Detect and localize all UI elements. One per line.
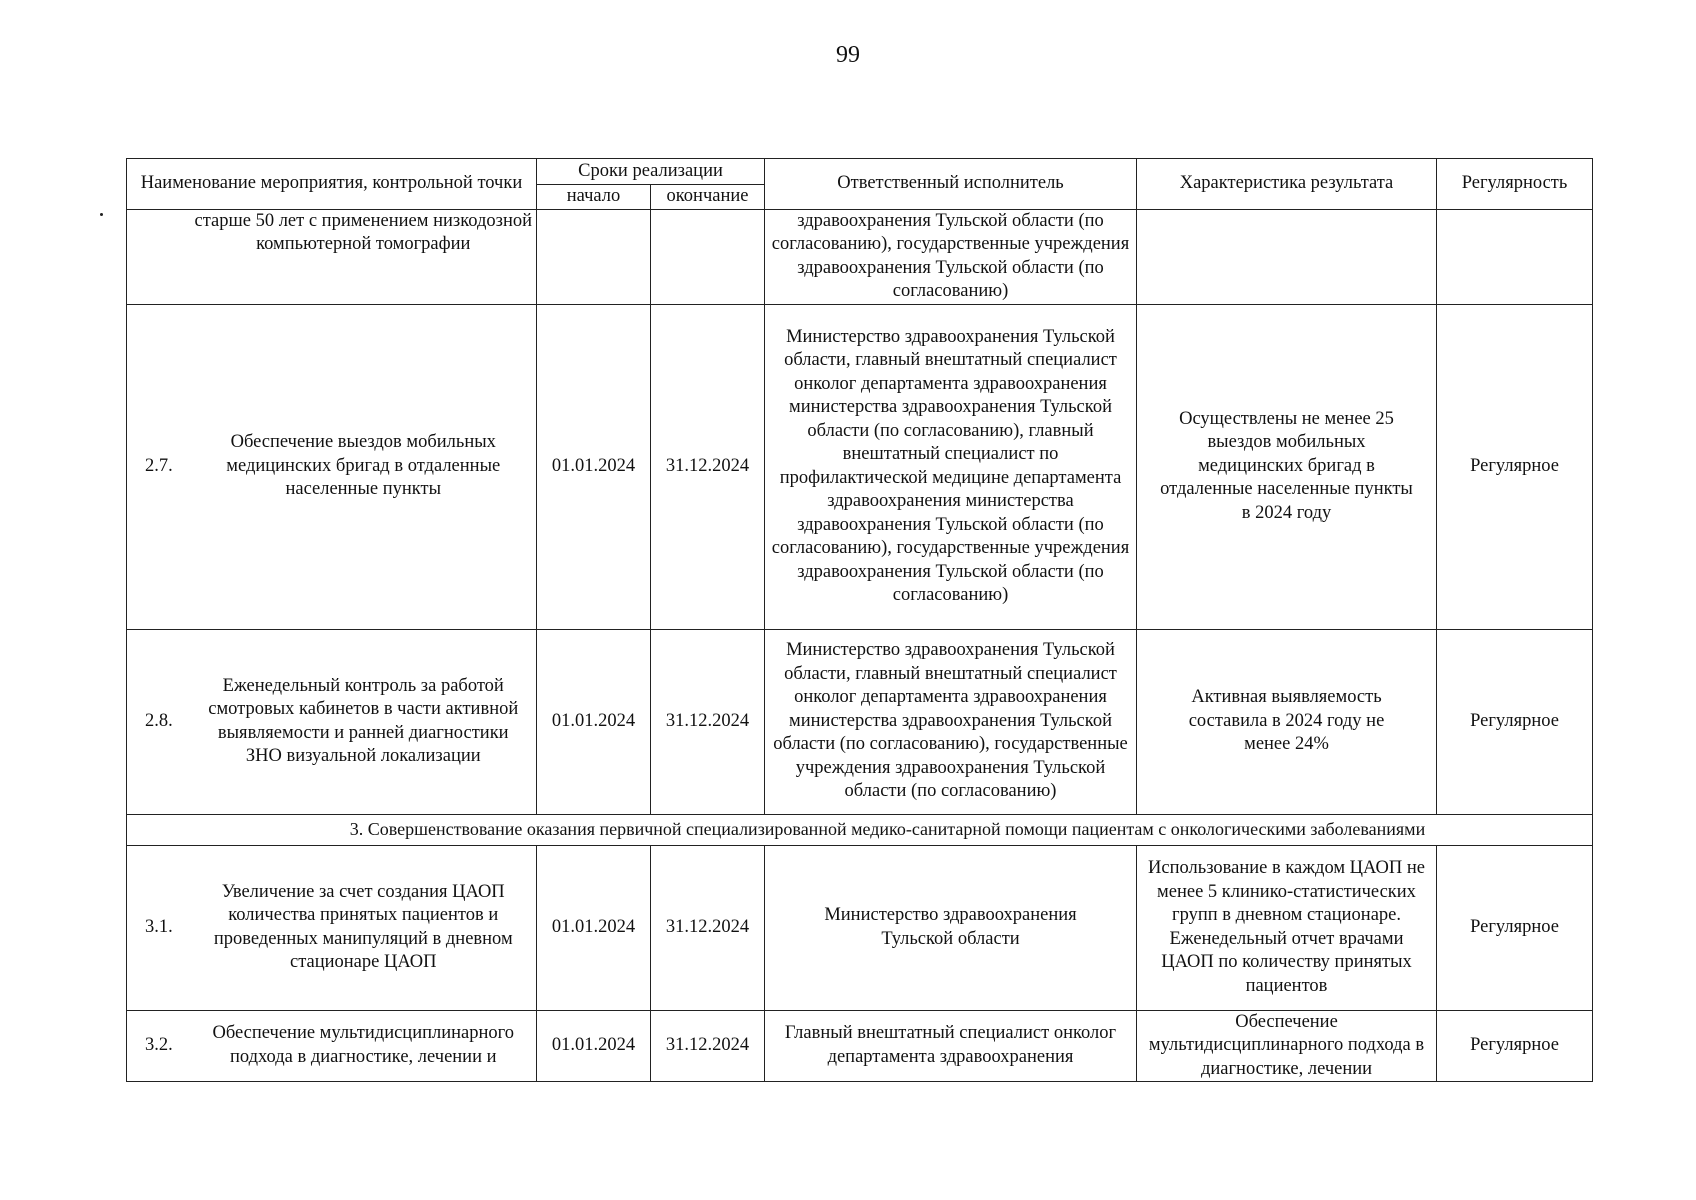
section-row	[127, 814, 1593, 845]
row-number	[127, 209, 191, 304]
row-end: 31.12.2024	[651, 304, 765, 629]
row-executor: Министерство здравоохранения Тульской области, главный внештатный специалист онколог департамента здравоохранения министерства здравоохранения Тульской области (по согласованию), государственные учреждения здравоохранения Тульской области (по согласованию)	[765, 629, 1137, 814]
row-result: Использование в каждом ЦАОП не менее 5 клинико-статистических групп в дневном стационаре. Еженедельный отчет врачами ЦАОП по количеству принятых пациентов	[1137, 845, 1437, 1010]
row-result	[1137, 209, 1437, 304]
row-regularity: Регулярное	[1437, 1010, 1593, 1082]
table-row	[127, 304, 1593, 629]
row-name: Обеспечение выездов мобильных медицинских бригад в отдаленные населенные пункты	[191, 304, 537, 629]
row-name: Еженедельный контроль за работой смотровых кабинетов в части активной выявляемости и ранней диагностики ЗНО визуальной локализации	[191, 629, 537, 814]
table-row	[127, 845, 1593, 1010]
row-name: Обеспечение мультидисциплинарного подхода в диагностике, лечении и	[191, 1010, 537, 1082]
page-number: 99	[836, 42, 860, 68]
row-start: 01.01.2024	[537, 845, 651, 1010]
row-result: Активная выявляемость составила в 2024 году не менее 24%	[1137, 629, 1437, 814]
header-period: Сроки реализации	[537, 159, 765, 185]
row-start: 01.01.2024	[537, 629, 651, 814]
row-start	[537, 209, 651, 304]
table-row	[127, 629, 1593, 814]
header-result: Характеристика результата	[1137, 159, 1437, 210]
row-executor: Министерство здравоохранения Тульской области	[765, 845, 1137, 1010]
row-start: 01.01.2024	[537, 1010, 651, 1082]
row-executor: Министерство здравоохранения Тульской области, главный внештатный специалист онколог департамента здравоохранения министерства здравоохранения Тульской области (по согласованию), главный внештатный специалист по профилактической медицине департамента здравоохранения министерства здравоохранения Тульской области (по согласованию), государственные учреждения здравоохранения Тульской области (по согласованию)	[765, 304, 1137, 629]
row-executor: здравоохранения Тульской области (по согласованию), государственные учреждения здравоохранения Тульской области (по согласованию)	[765, 209, 1137, 304]
row-number: 3.1.	[127, 845, 191, 1010]
header-executor: Ответственный исполнитель	[765, 159, 1137, 210]
implementation-plan-table	[126, 158, 1593, 1082]
table-row	[127, 209, 1593, 304]
row-number: 2.7.	[127, 304, 191, 629]
section-title: 3. Совершенствование оказания первичной специализированной медико-санитарной помощи пациентам с онкологическими заболеваниями	[127, 814, 1593, 845]
row-name: старше 50 лет с применением низкодозной компьютерной томографии	[191, 209, 537, 304]
row-regularity: Регулярное	[1437, 845, 1593, 1010]
header-end: окончание	[651, 185, 765, 210]
row-regularity	[1437, 209, 1593, 304]
row-start: 01.01.2024	[537, 304, 651, 629]
row-end	[651, 209, 765, 304]
row-result: Обеспечение мультидисциплинарного подхода в диагностике, лечении	[1137, 1010, 1437, 1082]
row-number: 3.2.	[127, 1010, 191, 1082]
header-name: Наименование мероприятия, контрольной точки	[127, 159, 537, 210]
row-executor: Главный внештатный специалист онколог департамента здравоохранения	[765, 1010, 1137, 1082]
row-regularity: Регулярное	[1437, 304, 1593, 629]
row-end: 31.12.2024	[651, 629, 765, 814]
row-regularity: Регулярное	[1437, 629, 1593, 814]
row-end: 31.12.2024	[651, 845, 765, 1010]
table-row	[127, 1010, 1593, 1082]
row-name: Увеличение за счет создания ЦАОП количества принятых пациентов и проведенных манипуляций в дневном стационаре ЦАОП	[191, 845, 537, 1010]
row-result: Осуществлены не менее 25 выездов мобильных медицинских бригад в отдаленные населенные пункты в 2024 году	[1137, 304, 1437, 629]
row-end: 31.12.2024	[651, 1010, 765, 1082]
header-start: начало	[537, 185, 651, 210]
header-row-1	[127, 159, 1593, 185]
stray-dot	[100, 213, 103, 216]
row-number: 2.8.	[127, 629, 191, 814]
header-regularity: Регулярность	[1437, 159, 1593, 210]
